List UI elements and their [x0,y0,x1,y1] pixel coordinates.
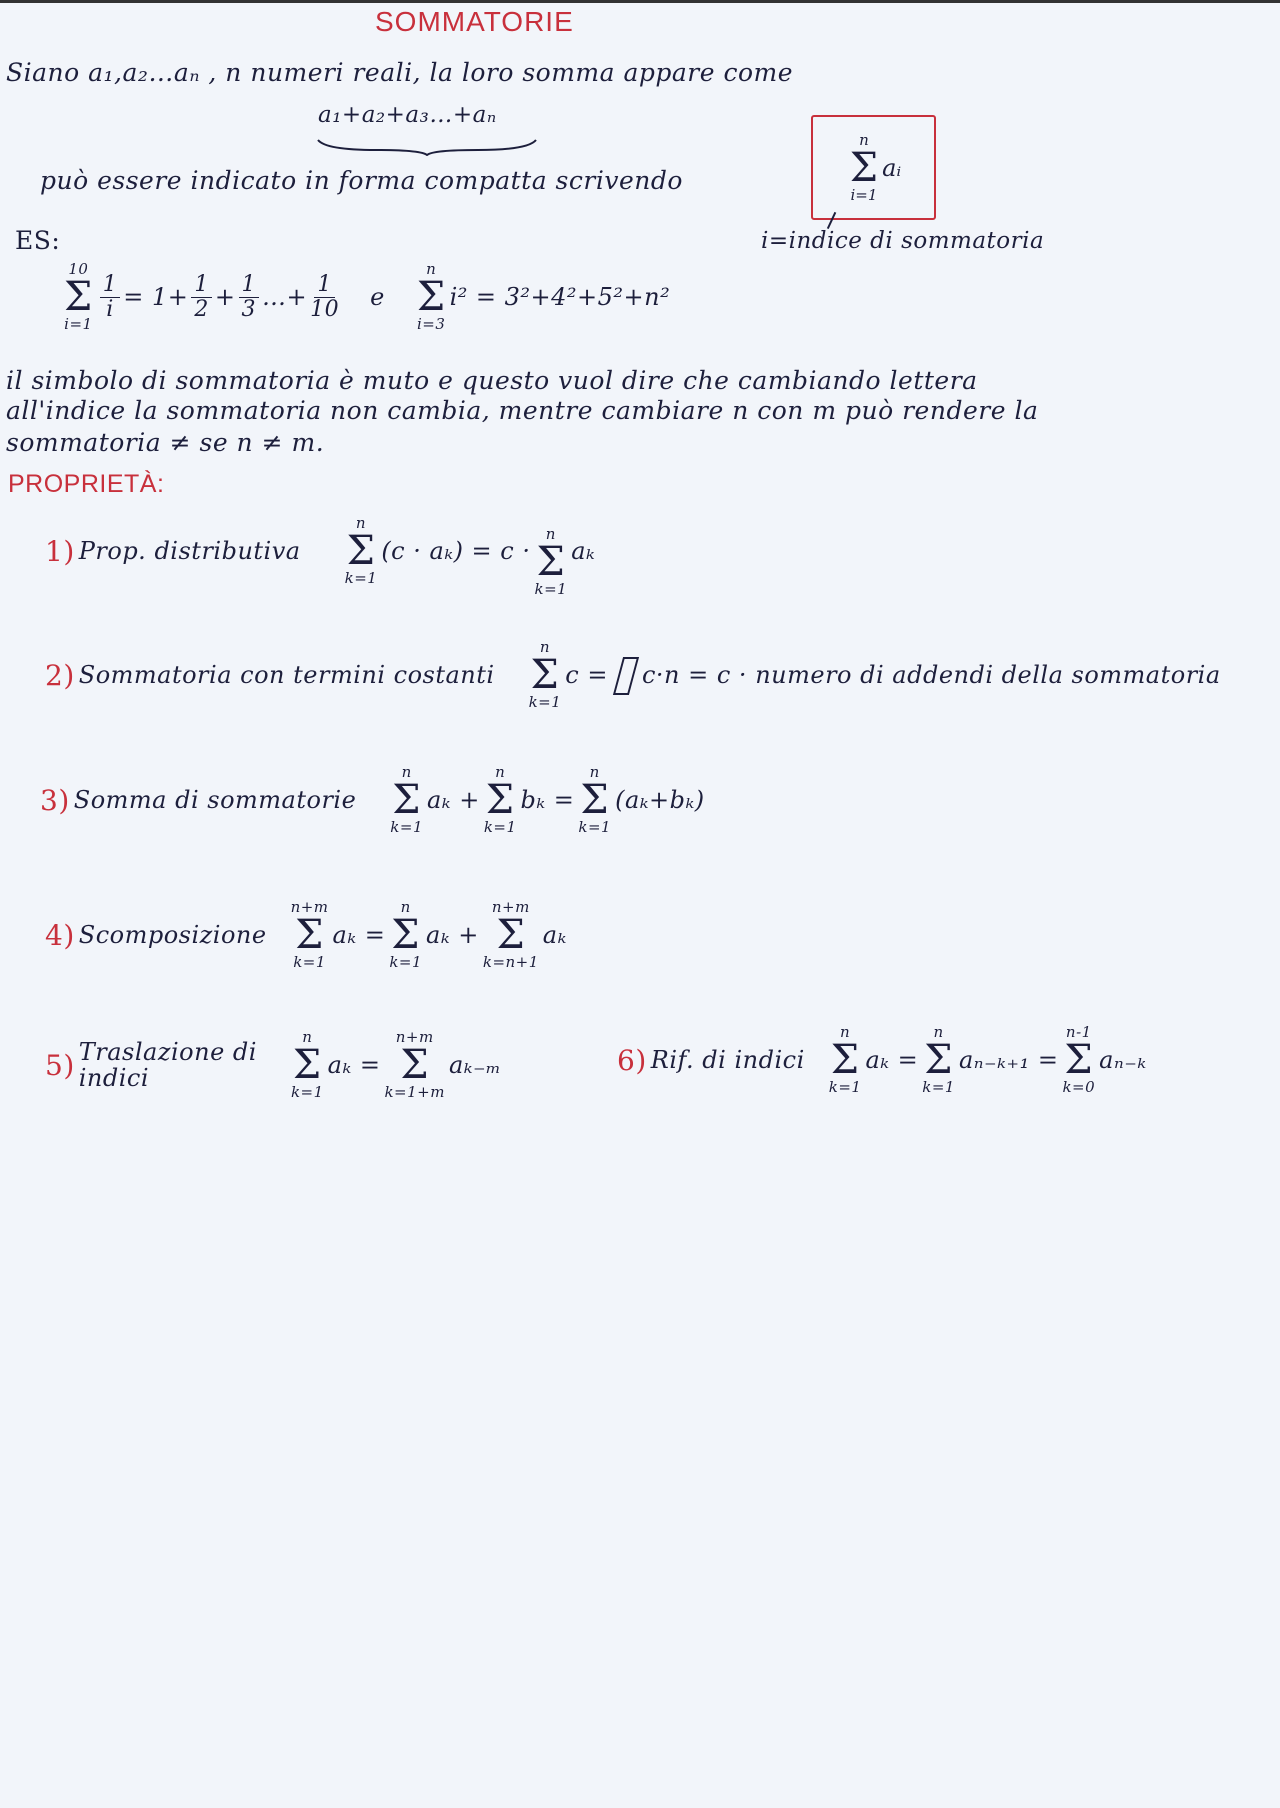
upper-limit: n [840,1023,851,1041]
denominator: 10 [310,296,340,322]
formula-term: aₙ₋ₖ₊₁ = [958,1046,1059,1074]
lower-limit: k=1 [922,1078,955,1096]
lower-limit: k=1 [578,818,612,836]
sigma-icon: Σ [416,274,446,320]
sigma-sum [389,900,422,970]
sigma-sum [291,1030,324,1100]
paragraph-line: sommatoria ≠ se n ≠ m. [6,428,325,457]
intro-line-1: Siano a₁,a₂…aₙ , n numeri reali, la loro somma appare come [6,58,794,87]
lower-limit: k=1+m [384,1083,445,1101]
paragraph-line: il simbolo di sommatoria è muto e questo vuol dire che cambiando lettera [6,366,978,395]
page-title: SOMMATORIE [375,6,574,37]
lower-limit: i=1 [850,185,878,204]
properties-heading: PROPRIETÀ: [8,470,165,498]
sigma-icon: Σ [580,777,610,823]
sigma-sum [483,900,539,970]
sigma-icon: Σ [400,1042,430,1088]
upper-limit: n [426,260,437,278]
property-number: 6) [617,1043,647,1077]
sigma-icon: Σ [391,912,421,958]
sigma-sum [535,527,568,597]
property-name: Somma di sommatorie [73,786,357,814]
sigma-icon: Σ [1064,1037,1094,1083]
upper-limit: n+m [491,898,530,916]
sum-term: i² [449,283,468,311]
property-2 [45,640,1221,710]
property-name-line: Traslazione di [78,1037,257,1066]
sigma-sum [390,765,423,835]
lower-limit: k=0 [1062,1078,1096,1096]
upper-limit: n [400,898,411,916]
index-note: i=indice di sommatoria [761,228,1045,254]
lower-limit: k=1 [293,953,326,971]
denominator: 3 [241,296,257,322]
numerator: 1 [191,273,212,297]
scan-edge [0,0,1280,3]
property-1 [45,505,595,597]
underbrace [316,138,538,156]
sigma-icon: Σ [392,777,422,823]
property-name: Rif. di indici [650,1046,805,1074]
crossed-out-mark [614,655,636,695]
denominator: 2 [194,296,209,322]
sigma-icon: Σ [346,528,376,574]
property-name [79,1039,257,1092]
sigma-sum [291,900,329,970]
sigma-icon: Σ [530,652,560,698]
lower-limit: k=n+1 [482,953,539,971]
example-label: ES: [15,226,61,255]
upper-limit: n [302,1028,313,1046]
sigma-sum [829,1025,862,1095]
sigma-icon: Σ [292,1042,322,1088]
formula-term: bₖ = [520,786,575,814]
sigma-icon: Σ [830,1037,860,1083]
sigma-sum [529,640,562,710]
upper-limit: n [859,130,869,149]
lower-limit: k=1 [344,569,378,587]
formula-term: c = [565,661,608,689]
formula-term: aₖ + [426,921,479,949]
formula-term: (c · aₖ) = c · [381,537,531,565]
sigma-sum [578,765,611,835]
property-3 [40,765,705,835]
sigma-sum [417,262,446,332]
sigma-sum [922,1025,955,1095]
formula-term: aₖ + [427,786,480,814]
formula-term: aₖ = [327,1051,381,1079]
property-name: Sommatoria con termini costanti [78,661,495,689]
sigma-sum [345,516,378,586]
sigma-icon: Σ [849,144,879,191]
lower-limit: k=1 [290,1083,324,1101]
property-name-line: indici [78,1064,150,1092]
sigma-icon: Σ [485,777,515,823]
lower-limit: k=1 [389,953,423,971]
property-6 [617,1025,1147,1095]
expanded-sum: a₁+a₂+a₃…+aₙ [318,102,497,128]
property-name: Prop. distributiva [78,537,301,565]
lower-limit: k=1 [828,1078,862,1096]
sigma-icon: Σ [64,274,93,320]
property-4 [45,900,567,970]
lower-limit: k=1 [534,580,568,598]
fraction [239,273,260,320]
ellipsis: …+ [262,283,308,311]
sigma-sum [484,765,517,835]
property-number: 3) [40,783,70,817]
sigma-sum [1062,1025,1095,1095]
numerator: 1 [314,273,335,297]
sigma-icon: Σ [496,912,526,958]
plus: + [214,283,236,311]
sigma-icon: Σ [924,1037,953,1083]
lower-limit: i=3 [417,315,446,333]
property-number: 4) [45,918,75,952]
upper-limit: n+m [290,898,329,916]
property-number: 2) [45,658,75,692]
property-name: Scomposizione [78,921,267,949]
sigma-icon: Σ [536,539,566,585]
upper-limit: n+m [395,1028,434,1046]
upper-limit: 10 [68,260,89,278]
formula-term: aₖ = [865,1046,919,1074]
property-5 [45,1030,501,1100]
upper-limit: n [933,1023,944,1041]
sigma-sum [849,130,879,204]
lower-limit: k=1 [483,818,517,836]
formula-term: aₖ = [332,921,386,949]
expansion: = 3²+4²+5²+n² [475,283,671,311]
formula-term: aₖ [542,921,567,949]
lower-limit: i=1 [64,315,93,333]
formula-term: c·n = c · numero di addendi della sommatoria [641,661,1221,689]
formula-term: aₙ₋ₖ [1099,1046,1147,1074]
upper-limit: n [545,525,556,543]
sigma-icon: Σ [295,912,324,958]
fraction [191,273,212,320]
upper-limit: n [401,763,412,781]
lower-limit: k=1 [390,818,423,836]
sum-term: aᵢ [882,153,902,182]
boxed-sum [811,115,936,220]
upper-limit: n-1 [1065,1023,1092,1041]
intro-line-2: può essere indicato in forma compatta scrivendo [40,166,683,195]
upper-limit: n [355,514,367,532]
upper-limit: n [495,763,506,781]
sigma-sum [64,262,93,332]
upper-limit: n [539,638,551,656]
denominator: i [106,296,114,322]
formula-term: (aₖ+bₖ) [615,786,705,814]
formula-term: aₖ [571,537,596,565]
upper-limit: n [589,763,600,781]
fraction [100,273,121,320]
lower-limit: k=1 [528,693,562,711]
property-number: 1) [45,534,75,568]
paragraph-line: all'indice la sommatoria non cambia, mentre cambiare n con m può rendere la [6,396,1039,425]
fraction [310,273,339,320]
sigma-sum [384,1030,445,1100]
connector: e [370,283,385,311]
equals: = 1+ [123,283,189,311]
numerator: 1 [100,273,121,297]
numerator: 1 [239,273,260,297]
property-number: 5) [45,1048,75,1082]
formula-term: aₖ₋ₘ [448,1051,502,1079]
example-1 [60,262,670,332]
